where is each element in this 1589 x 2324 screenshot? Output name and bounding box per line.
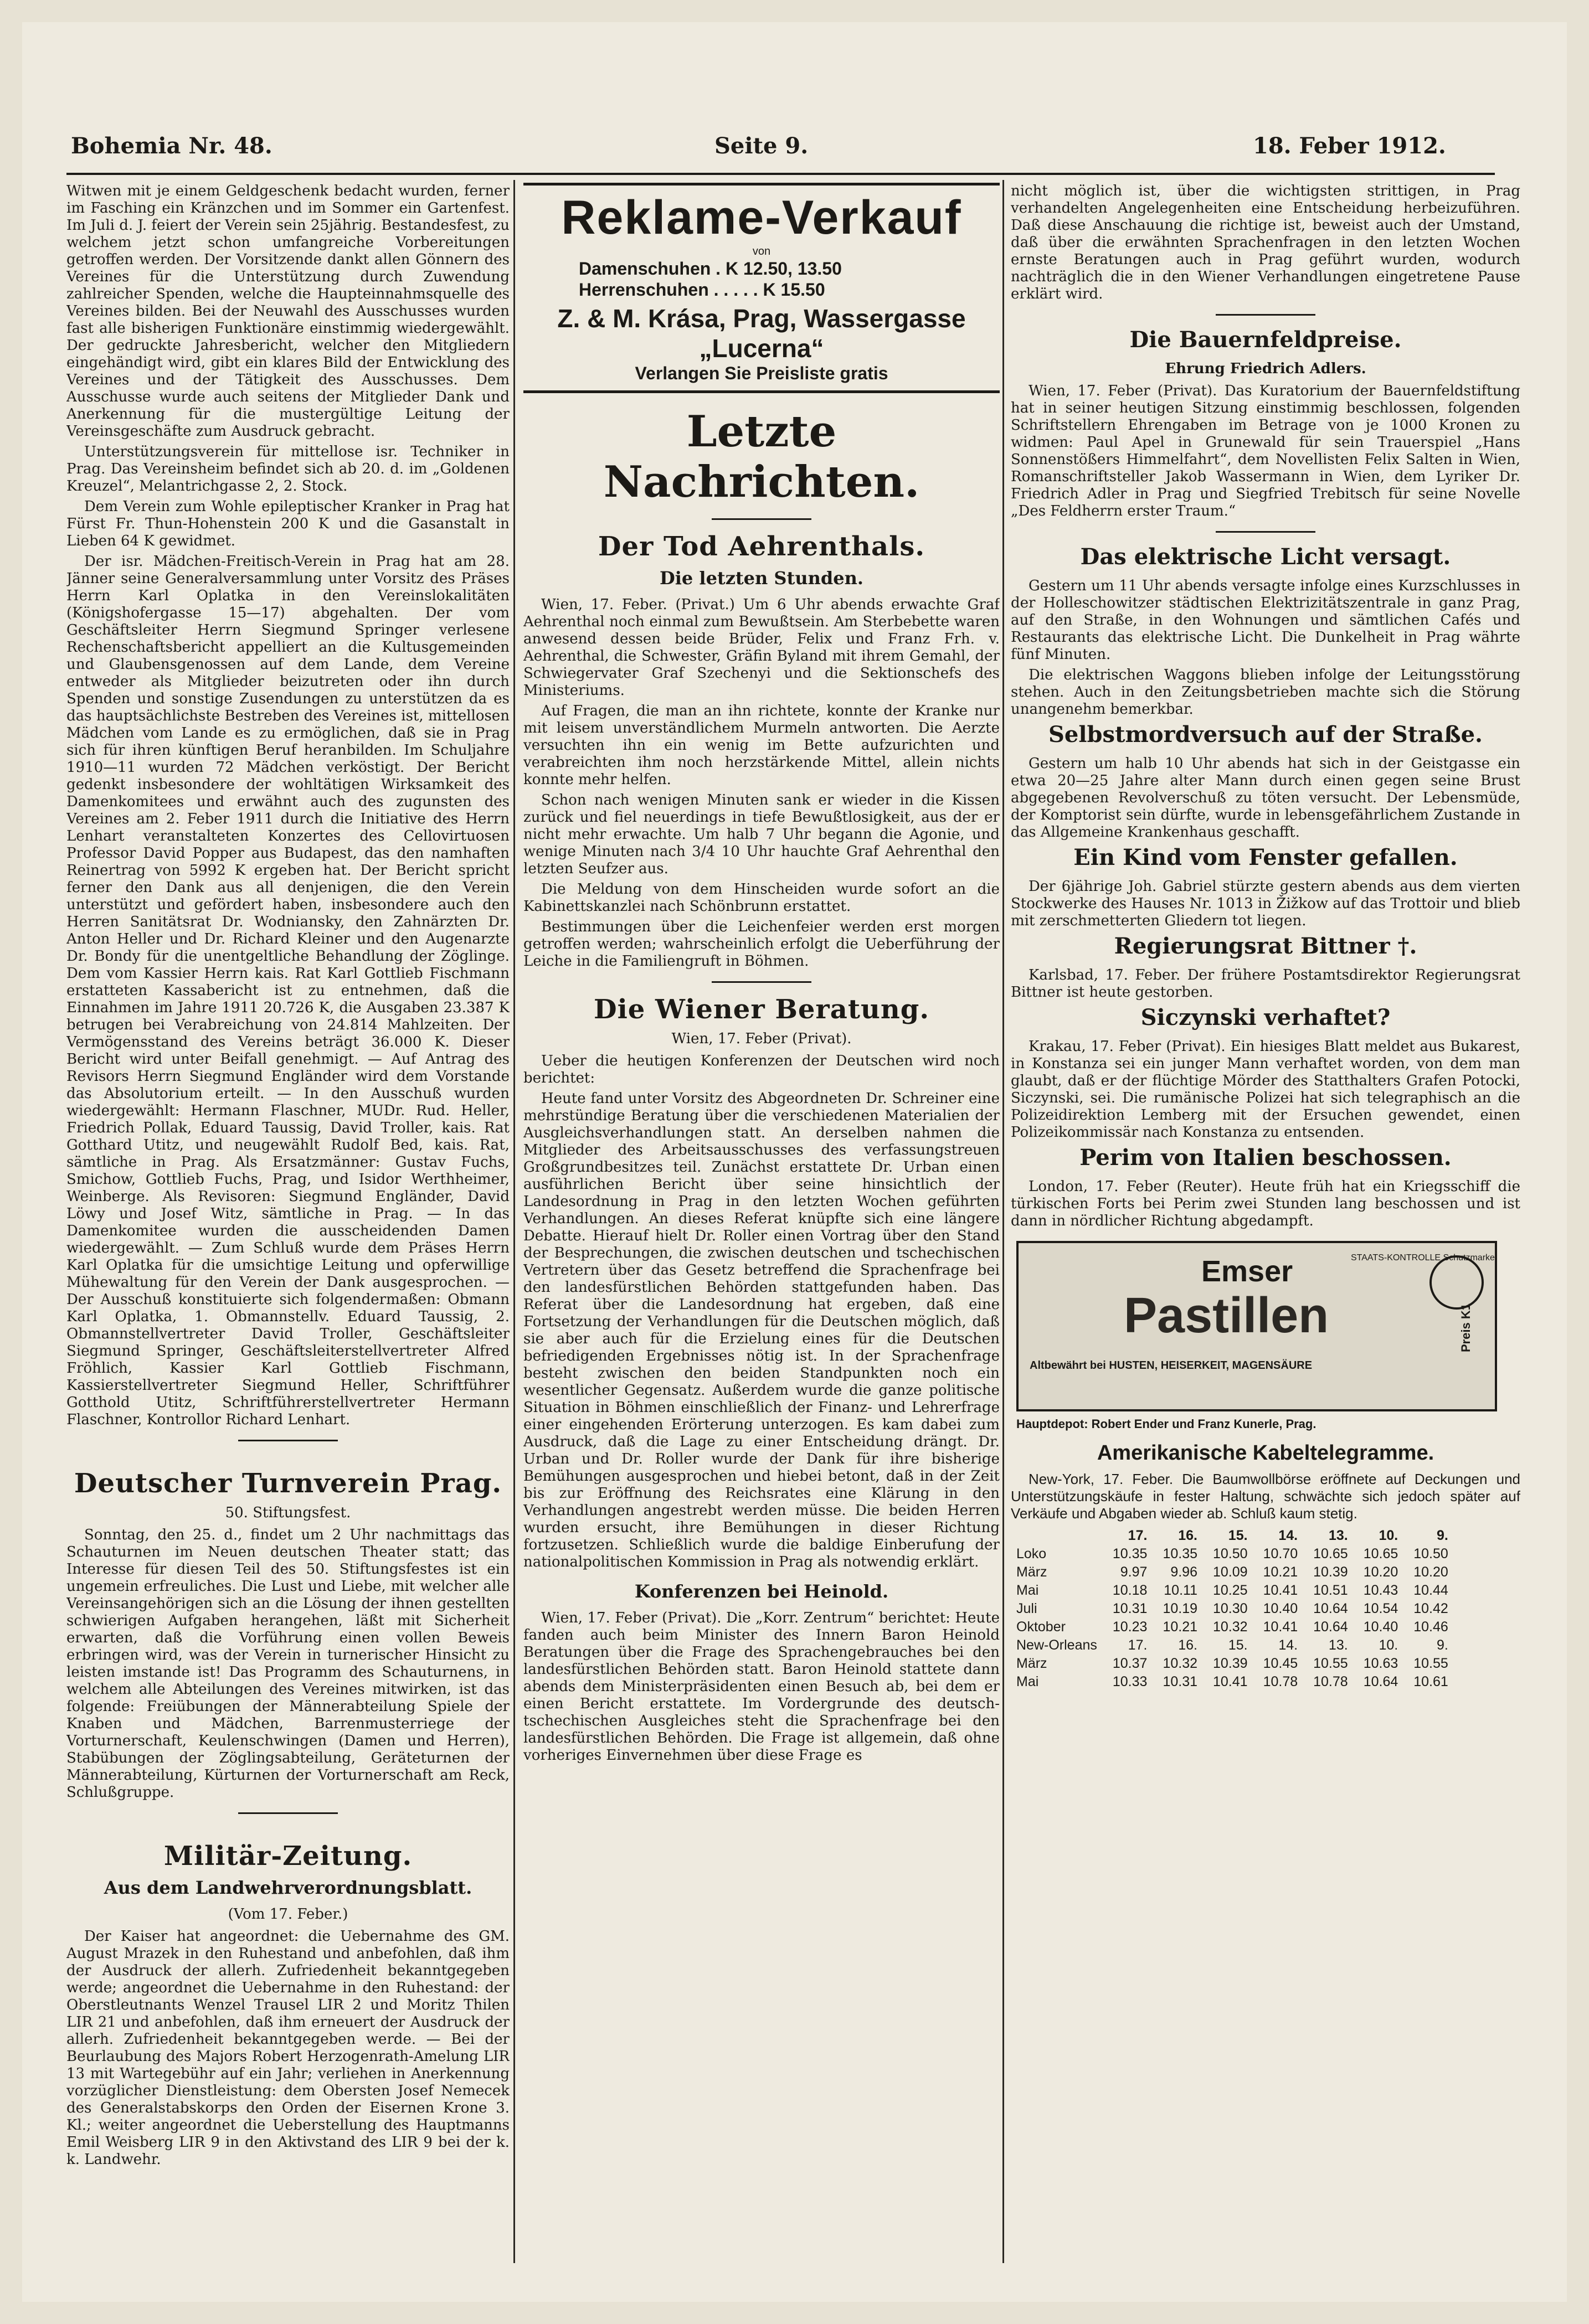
column-3 — [1011, 183, 1520, 2258]
article-paragraph: Wien, 17. Feber (Privat). Die „Korr. Zentrum“ berichtet: Heute fanden auch beim Minister des Innern Baron Heinold Beratungen über die Frage des Sprachengebrauches bei den landesfürstlichen Behörden statt. Baron Heinold stattete dann abends dem Ministerpräsidenten einen Besuch ab, bei dem er einen Bericht erstattete. Im Vordergrunde des deutsch-tschechischen Ausgleiches steht die Sprachenfrage bei den landesfürstlichen Behörden. Die Frage ist allgemein, daß ohne vorheriges Einvernehmen über diese Frage es — [523, 1610, 1000, 1764]
issue-date: 18. Feber 1912. — [1253, 133, 1446, 159]
table-cell: 10.61 — [1413, 1674, 1448, 1689]
separator-rule — [1216, 531, 1315, 533]
article-paragraph: Bestimmungen über die Leichenfeier werden erst morgen getroffen werden; wahrscheinlich erfolgt die Ueberführung der Leiche in die Familiengruft in Böhmen. — [523, 919, 1000, 970]
seal-icon — [1429, 1255, 1484, 1310]
table-cell: 10.55 — [1313, 1656, 1348, 1671]
cotton-price-table — [1016, 1527, 1456, 1691]
column-divider — [513, 180, 515, 2263]
article-paragraph: Der Kaiser hat angeordnet: die Uebernahme des GM. August Mrazek in den Ruhestand und anbefohlen, daß ihm der Ausdruck der allerh. Zufriedenheit bekanntgegeben werde; angeordnet die Uebernahme in den Ruhestand: der Oberstleutnants Wenzel Trausel LIR 2 und Moritz Thilen LIR 21 und anbefohlen, daß ihm erneuert der Ausdruck der allerh. Zufriedenheit bekanntgegeben werde. — Bei der Beurlaubung des Majors Robert Herzogenrath-Amelung LIR 13 mit Wartegebühr auf ein Jahr; verliehen in Anerkennung vorzüglicher Dienstleistung: dem Obersten Josef Nemecek des Generalstabskorps den Orden der Eisernen Krone 3. Kl.; weiter angeordnet die Ueberstellung des Hauptmanns Emil Weisberg LIR 9 in den Aktivstand des LIR 9 bei der k. k. Landwehr. — [66, 1928, 510, 2168]
headline-text: Regierungsrat Bittner — [1114, 933, 1390, 959]
table-row — [1016, 1545, 1456, 1563]
table-row — [1016, 1655, 1456, 1673]
table-header-cell: 15. — [1228, 1528, 1248, 1543]
ad-price-line: Damenschuhen . K 12.50, 13.50 — [579, 259, 842, 279]
table-cell: 10.11 — [1164, 1583, 1197, 1598]
table-row — [1016, 1636, 1456, 1655]
table-cell: 10.65 — [1313, 1546, 1348, 1562]
dagger-symbol: †. — [1397, 933, 1417, 959]
table-cell: 10.21 — [1263, 1564, 1298, 1580]
article-paragraph: New-York, 17. Feber. Die Baumwollbörse eröffnete auf Deckungen und Unterstützungskäufe in fester Haltung, schwächte sich jedoch später auf Verkäufe und Abgaben wieder ab. Schluß kaum stetig. — [1011, 1471, 1520, 1522]
header-rule — [66, 173, 1495, 175]
ad-title: Reklame-Verkauf — [561, 191, 962, 244]
table-cell: 10.33 — [1112, 1674, 1148, 1689]
table-cell: 10.43 — [1363, 1583, 1398, 1598]
table-cell: 10.70 — [1263, 1546, 1298, 1562]
article-paragraph: Dem Verein zum Wohle epileptischer Kranker in Prag hat Fürst Fr. Thun-Hohenstein 200 K und die Gasanstalt in Lieben 64 K gewidmet. — [66, 498, 510, 549]
article-headline: Amerikanische Kabeltelegramme. — [1097, 1441, 1434, 1465]
table-header-cell: 10. — [1379, 1528, 1398, 1543]
table-cell: 10.39 — [1313, 1564, 1348, 1580]
section-title: Militär-Zeitung. — [163, 1841, 413, 1872]
section-title: Deutscher Turnverein Prag. — [74, 1468, 502, 1499]
table-cell: 9.97 — [1120, 1564, 1148, 1580]
article-paragraph: Der 6jährige Joh. Gabriel stürzte gestern abends aus dem vierten Stockwerke des Hauses Nr. 1013 in Žižkow auf das Trottoir und blieb mit zerschmetterten Gliedern tot liegen. — [1011, 878, 1520, 929]
article-paragraph: Wien, 17. Feber (Privat). Das Kuratorium der Bauernfeldstiftung hat in seiner heutigen Sitzung einstimmig beschlossen, folgenden Schriftstellern Ehrengaben im Betrage von je 1000 Kronen zu widmen: Paul Apel in Grunewald für sein Trauerspiel „Hans Sonnenstößers Himmelfahrt“, dem Novellisten Felix Salten in Wien, Romanschriftsteller Jakob Wassermann in Wien, dem Lyriker Dr. Friedrich Adler in Prag und Siegfried Trebitsch für seine Novelle „Des Feldherrn erster Traum.“ — [1011, 383, 1520, 519]
table-cell: 17. — [1128, 1637, 1148, 1653]
ad-title: Pastillen — [1124, 1288, 1329, 1343]
table-cell: 10.31 — [1112, 1601, 1148, 1616]
article-headline: Das elektrische Licht versagt. — [1080, 544, 1451, 570]
table-cell: 10.31 — [1163, 1674, 1197, 1689]
article-headline: Selbstmordversuch auf der Straße. — [1048, 722, 1483, 748]
table-cell: 16. — [1178, 1637, 1197, 1653]
table-row — [1016, 1618, 1456, 1636]
table-cell: 10.21 — [1163, 1619, 1197, 1635]
article-paragraph: Schon nach wenigen Minuten sank er wieder in die Kissen zurück und fiel neuerdings in tiefe Bewußtlosigkeit, aus der er nicht mehr erwachte. Um halb 7 Uhr begann die Agonie, und wenige Minuten nach 3/4 10 Uhr hauchte Graf Aehrenthal den letzten Seufzer aus. — [523, 792, 1000, 877]
article-paragraph: Auf Fragen, die man an ihn richtete, konnte der Kranke nur mit leisem unverständlichem Murmeln antworten. Die Aerzte versuchten ihn ein wenig im Bette aufzurichten und verabreichten ihm noch herzstärkende Mittel, allein nichts konnte mehr helfen. — [523, 703, 1000, 788]
table-cell: 10.35 — [1112, 1546, 1148, 1562]
row-label: Oktober — [1016, 1619, 1066, 1635]
table-cell: 10.25 — [1213, 1583, 1248, 1598]
column-2 — [523, 183, 1000, 2258]
article-paragraph: Die Meldung von dem Hinscheiden wurde sofort an die Kabinettskanzlei nach Schönbrunn erstattet. — [523, 881, 1000, 915]
ad-stamp: STAATS-KONTROLLE Schutzmarke — [1351, 1253, 1495, 1263]
table-header-cell: 13. — [1328, 1528, 1348, 1543]
table-cell: 10.63 — [1363, 1656, 1398, 1671]
row-label: Mai — [1016, 1674, 1039, 1689]
table-body — [1016, 1545, 1456, 1691]
article-headline: Konferenzen bei Heinold. — [634, 1581, 889, 1602]
page-number: Seite 9. — [714, 133, 809, 159]
article-subheadline: Ehrung Friedrich Adlers. — [1165, 360, 1366, 377]
article-paragraph: London, 17. Feber (Reuter). Heute früh hat ein Kriegsschiff die türkischen Forts bei Perim zwei Stunden lang beschossen und ist dann in nördlicher Richtung abgedampft. — [1011, 1178, 1520, 1229]
table-cell: 10.41 — [1213, 1674, 1248, 1689]
table-cell: 10.41 — [1263, 1619, 1298, 1635]
table-cell: 10.35 — [1163, 1546, 1197, 1562]
table-cell: 10.23 — [1112, 1619, 1148, 1635]
table-cell: 10.44 — [1413, 1583, 1448, 1598]
table-cell: 10.54 — [1363, 1601, 1398, 1616]
article-paragraph: Der isr. Mädchen-Freitisch-Verein in Prag hat am 28. Jänner seine Generalversammlung unter Vorsitz des Präses Herrn Karl Oplatka in den Vereinslokalitäten (Königshofergasse 15—17) abgehalten. Der vom Geschäftsleiter Herrn Siegmund Springer verlesene Rechenschaftsbericht appelliert an die Kultusgemeinden und Glaubensgenossen auf dem Lande, dem Vereine entweder als Mitglieder beizutreten oder ihn durch Spenden und sonstige Zusendungen zu unterstützen da es das hauptsächlichste Bestreben des Vereines ist, mittellosen Mädchen vom Lande es zu ermöglichen, daß sie in Prag sich für ihren künftigen Beruf heranbilden. Im Schuljahre 1910—11 wurden 72 Mädchen verköstigt. Der Bericht gedenkt insbesondere der wohltätigen Wirksamkeit des Damenkomitees und erwähnt auch des zugunsten des Vereines am 2. Feber 1911 durch die Initiative des Herrn Lenhart veranstalteten Konzertes des Cellovirtuosen Professor David Popper aus Budapest, das den namhaften Reinertrag von 5992 K ergeben hat. Der Bericht spricht ferner den Dank aus all denjenigen, die den Verein unterstützt und gefördert haben, insbesondere auch den Herren Sanitätsrat Dr. Wodniansky, den Zahnärzten Dr. Anton Heller und Dr. Richard Kleiner und den Augenarzte Dr. Bondy für die unentgeltliche Behandlung der Zöglinge. Dem vom Kassier Herrn kais. Rat Karl Gottlieb Fischmann erstatteten Kassabericht ist zu entnehmen, daß die Einnahmen im Jahre 1911 20.726 K, die Ausgaben 23.387 K betrugen bei Verabreichung von 24.814 Mahlzeiten. Der Vermögensstand des Vereins beträgt 36.000 K. Dieser Bericht wird unter Beifall genehmigt. — Auf Antrag des Revisors Herrn Siegmund Engländer wird dem Vorstande das Absolutorium erteilt. — In den Ausschuß wurden wiedergewählt: Hermann Flaschner, MUDr. Rud. Heller, Friedrich Pollak, Eduard Taussig, David Troller, kais. Rat Gotthard Utitz, und neugewählt Rudolf Bed, kais. Rat, sämtliche in Prag. Als Ersatzmänner: Gustav Fuchs, Smichow, Gottlieb Fuchs, Prag, und Isidor Werthheimer, Weinberge. Als Revisoren: Siegmund Engländer, David Löwy und Josef Witz, sämtliche in Prag. — In das Damenkomitee wurden die ausscheidenden Damen wiedergewählt. — Zum Schluß wurde dem Präses Herrn Karl Oplatka für die umsichtige Leitung und opferwillige Mühewaltung für den Verein der Dank ausgesprochen. — Der Ausschuß konstituierte sich folgendermaßen: Obmann Karl Oplatka, 1. Obmannstellv. Eduard Taussig, 2. Obmannstellvertreter David Troller, Geschäftsleiter Siegmund Springer, Geschäftsleiterstellvertreter Alfred Fröhlich, Kassier Karl Gottlieb Fischmann, Kassierstellvertreter Siegmund Heller, Schriftführer Gotthold Utitz, Schriftführerstellvertreter Hermann Flaschner, Kontrollor Richard Lenhart. — [66, 553, 510, 1428]
column-1 — [66, 183, 510, 2258]
table-cell: 10.32 — [1163, 1656, 1197, 1671]
section-title: Letzte Nachrichten. — [603, 406, 920, 507]
issue-number: Bohemia Nr. 48. — [71, 133, 272, 159]
section-subtitle: 50. Stiftungsfest. — [225, 1504, 351, 1521]
article-paragraph: Krakau, 17. Feber (Privat). Ein hiesiges Blatt meldet aus Bukarest, in Konstanza sei ein junger Mann verhaftet worden, von dem man glaubt, daß er der flüchtige Mörder des Statthalters Grafen Potocki, Siczynski, sei. Die rumänische Polizei hat sich telegraphisch an die Polizeidirektion Lemberg mit der Ersuchen gewendet, einen Polizeikommissär nach Konstanza zu entsenden. — [1011, 1038, 1520, 1141]
table-header-cell: 9. — [1436, 1528, 1448, 1543]
article-dateline: Wien, 17. Feber (Privat). — [671, 1030, 852, 1047]
table-cell: 10.39 — [1213, 1656, 1248, 1671]
ad-depot: Hauptdepot: Robert Ender und Franz Kunerle, Prag. — [1016, 1417, 1317, 1431]
table-cell: 14. — [1278, 1637, 1298, 1653]
article-headline: Die Wiener Beratung. — [593, 994, 930, 1025]
separator-rule — [1216, 314, 1315, 316]
table-cell: 13. — [1328, 1637, 1348, 1653]
article-headline: Aus dem Landwehrverordnungsblatt. — [104, 1877, 472, 1898]
table-cell: 10.64 — [1313, 1619, 1348, 1635]
table-cell: 10.78 — [1263, 1674, 1298, 1689]
article-headline — [1011, 933, 1520, 959]
article-headline: Siczynski verhaftet? — [1140, 1004, 1391, 1030]
table-cell: 15. — [1228, 1637, 1248, 1653]
ad-brand: Emser — [1201, 1255, 1293, 1288]
separator-rule — [712, 518, 811, 520]
article-paragraph: Karlsbad, 17. Feber. Der frühere Postamtsdirektor Regierungsrat Bittner ist heute gestorben. — [1011, 967, 1520, 1001]
table-cell: 10.19 — [1163, 1601, 1197, 1616]
separator-rule — [238, 1440, 338, 1441]
ad-von: von — [752, 245, 771, 257]
pastillen-advertisement — [1016, 1241, 1497, 1411]
row-label: Juli — [1016, 1601, 1037, 1616]
ad-price: Preis K1 — [1458, 1303, 1473, 1353]
table-cell: 10.45 — [1263, 1656, 1298, 1671]
table-row — [1016, 1673, 1456, 1691]
table-cell: 9. — [1436, 1637, 1448, 1653]
article-headline: Die Bauernfeldpreise. — [1129, 327, 1402, 353]
table-row — [1016, 1581, 1456, 1600]
row-label: Mai — [1016, 1583, 1039, 1598]
table-header-row — [1016, 1527, 1456, 1545]
table-cell: 10.65 — [1363, 1546, 1398, 1562]
shoe-advertisement — [523, 183, 1000, 393]
table-cell: 10.40 — [1363, 1619, 1398, 1635]
table-cell: 10.32 — [1213, 1619, 1248, 1635]
article-paragraph: Die elektrischen Waggons blieben infolge der Leitungsstörung stehen. Auch in den Zeitungsbetrieben machte sich die Störung unangenehm bemerkbar. — [1011, 667, 1520, 718]
table-row — [1016, 1600, 1456, 1618]
article-paragraph: Wien, 17. Feber. (Privat.) Um 6 Uhr abends erwachte Graf Aehrenthal noch einmal zum Bewußtsein. Am Sterbebette waren anwesend dessen beide Brüder, Felix und Franz Frh. v. Aehrenthal, die Schwester, Gräfin Byland mit ihrem Gemahl, der Schwiegervater Graf Szechenyi und die Sektionschefs des Ministeriums. — [523, 596, 1000, 699]
article-headline: Perim von Italien beschossen. — [1079, 1145, 1452, 1171]
row-label: März — [1016, 1564, 1047, 1580]
table-cell: 9.96 — [1170, 1564, 1197, 1580]
table-header-cell: 17. — [1128, 1528, 1148, 1543]
newspaper-page — [22, 22, 1567, 2302]
article-paragraph: Gestern um halb 10 Uhr abends hat sich in der Geistgasse ein etwa 20—25 Jahre alter Mann durch einen gegen seine Brust abgegebenen Revolverschuß zu töten versucht. Der Lebensmüde, der Komptorist sein dürfte, wurde in lebensgefährlichem Zustande in das Allgemeine Krankenhaus geschafft. — [1011, 755, 1520, 841]
table-cell: 10.20 — [1363, 1564, 1398, 1580]
row-label: Loko — [1016, 1546, 1047, 1562]
table-cell: 10.30 — [1213, 1601, 1248, 1616]
table-cell: 10.41 — [1263, 1583, 1298, 1598]
table-header-cell: 16. — [1178, 1528, 1197, 1543]
article-date: (Vom 17. Feber.) — [228, 1906, 348, 1923]
table-cell: 10.46 — [1413, 1619, 1448, 1635]
table-cell: 10.37 — [1112, 1656, 1148, 1671]
ad-firm: Z. & M. Krása, Prag, Wassergasse „Lucerna“ — [557, 304, 966, 363]
table-cell: 10.50 — [1413, 1546, 1448, 1562]
table-cell: 10.40 — [1263, 1601, 1298, 1616]
table-cell: 10.42 — [1413, 1601, 1448, 1616]
article-paragraph: nicht möglich ist, über die wichtigsten strittigen, in Prag verhandelten Angelegenheiten eine Entscheidung herbeizuführen. Daß diese Anschauung die richtige ist, beweist auch der Umstand, daß über die erwähnten Sprachenfragen in den letzten Wochen ernste Beratungen auch in Prag geführt wurden, wodurch nachträglich die in den Wiener Verhandlungen eingetretene Pause erklärt wird. — [1011, 183, 1520, 302]
row-label: März — [1016, 1656, 1047, 1671]
row-label: New-Orleans — [1016, 1637, 1097, 1653]
article-headline: Ein Kind vom Fenster gefallen. — [1073, 844, 1458, 870]
table-header-cell — [1016, 1527, 1105, 1545]
article-paragraph: Witwen mit je einem Geldgeschenk bedacht wurden, ferner im Fasching ein Kränzchen und im Sommer ein Gartenfest. Im Juli d. J. feiert der Verein sein 25jährig. Bestandesfest, zu welchem jetzt schon umfangreiche Vorbereitungen getroffen werden. Der Vorsitzende dankt allen Gönnern des Vereines für die Unterstützung durch Zuwendung zahlreicher Spenden, welche die Haupteinnahmsquelle des Vereines bilden. Bei der Neuwahl des Ausschusses wurden fast alle bisherigen Funktionäre einstimmig wiedergewählt. Der gedruckte Jahresbericht, welcher den Mitgliedern eingehändigt wird, gibt ein klares Bild der Entwicklung des Vereines und der Tätigkeit des Ausschusses. Dem Ausschusse wurde auch seitens der Mitglieder Dank und Anerkennung für die mustergültige Leitung der Vereinsgeschäfte zum Ausdruck gebracht. — [66, 183, 510, 440]
article-paragraph: Gestern um 11 Uhr abends versagte infolge eines Kurzschlusses in der Holleschowitzer städtischen Elektrizitätszentrale in ganz Prag, auf den Straße, in den Wohnungen und sämtlichen Cafés und Restaurants das elektrische Licht. Die Dunkelheit in Prag währte fünf Minuten. — [1011, 578, 1520, 663]
separator-rule — [238, 1812, 338, 1814]
article-paragraph: Unterstützungsverein für mittellose isr. Techniker in Prag. Das Vereinsheim befindet sich ab 20. d. im „Goldenen Kreuzel“, Melantrichgasse 2, 2. Stock. — [66, 444, 510, 494]
table-cell: 10. — [1379, 1637, 1398, 1653]
ad-price-line: Herrenschuhen . . . . . K 15.50 — [579, 280, 825, 300]
table-cell: 10.09 — [1213, 1564, 1248, 1580]
article-paragraph: Ueber die heutigen Konferenzen der Deutschen wird noch berichtet: — [523, 1053, 1000, 1086]
ad-call-to-action: Verlangen Sie Preisliste gratis — [635, 363, 888, 383]
article-subheadline: Die letzten Stunden. — [660, 568, 863, 589]
separator-rule — [712, 981, 811, 983]
table-cell: 10.20 — [1413, 1564, 1448, 1580]
column-divider — [1002, 180, 1004, 2263]
table-cell: 10.50 — [1213, 1546, 1248, 1562]
table-cell: 10.51 — [1313, 1583, 1348, 1598]
table-cell: 10.78 — [1313, 1674, 1348, 1689]
ad-tagline: Altbewährt bei HUSTEN, HEISERKEIT, MAGENSÄURE — [1030, 1359, 1313, 1372]
article-paragraph: Heute fand unter Vorsitz des Abgeordneten Dr. Schreiner eine mehrstündige Beratung über die verschiedenen Materialien der Ausgleichsverhandlungen statt. An derselben nahmen die Mitglieder des Arbeitsausschusses des verfassungstreuen Großgrundbesitzes teil. Zunächst erstattete Dr. Urban einen ausführlichen Bericht über seine hinsichtlich der Landesordnung in Prag in den letzten Wochen geführten Verhandlungen. An dieses Referat knüpfte sich eine längere Debatte. Hierauf hielt Dr. Roller einen Vortrag über den Stand der Besprechungen, die zwischen deutschen und tschechischen Vertretern über das Gesetz betreffend die Sprachenfrage bei den landesfürstlichen Behörden stattgefunden haben. Das Referat über die Landesordnung hat ergeben, daß eine Fortsetzung der Verhandlungen für die Deutschen möglich, daß sie aber auch für die Erzielung eines für die Deutschen befriedigenden Ergebnisses nötig ist. In der Sprachenfrage besteht zwischen den beiden Standpunkten noch ein wesentlicher Gegensatz. Außerdem wurde die ganze politische Situation in Böhmen einschließlich der Finanz- und Lehrerfrage einer eingehenden Erörterung unterzogen. Es kam dabei zum Ausdruck, daß die Lage zu einer Entscheidung drängt. Dr. Urban und Dr. Roller wurde der Dank für ihre bisherige Bemühungen ausgesprochen und hiebei betont, daß in der Zeit bis zur Eröffnung des Reichsrates eine Klärung in den Verhandlungen angestrebt werden müsse. Die beiden Herren wurden ersucht, ihre Bemühungen in dieser Richtung fortzusetzen. Schließlich wurde die baldige Einberufung der nationalpolitischen Kommission in Prag als notwendig erklärt. — [523, 1090, 1000, 1570]
table-row — [1016, 1563, 1456, 1581]
table-cell: 10.64 — [1363, 1674, 1398, 1689]
table-header-cell: 14. — [1278, 1528, 1298, 1543]
article-headline: Der Tod Aehrenthals. — [598, 531, 925, 562]
table-cell: 10.55 — [1413, 1656, 1448, 1671]
article-paragraph: Sonntag, den 25. d., findet um 2 Uhr nachmittags das Schauturnen im Neuen deutschen Theater statt; das Interesse für diesen Teil des 50. Stiftungsfestes ist ein ungemein erfreuliches. Die Lust und Liebe, mit welcher alle Vereinsangehörigen sich an die Lösung der ihnen gestellten schwierigen Aufgaben herangehen, läßt mit Sicherheit erwarten, daß die Vorführung einen vollen Beweis erbringen wird, was der Verein in turnerischer Hinsicht zu leisten imstande ist! Das Programm des Schauturnens, in welchem alle Abteilungen des Vereines mitwirken, ist das folgende: Freiübungen der Männerabteilung Spiele der Knaben und Mädchen, Barrenmusterriege der Vorturnerschaft, Keulenschwingen (Damen und Herren), Stabübungen der Zöglingsabteilung, Geräteturnen der Männerabteilung, Kürturnen der Vorturnerschaft am Reck, Schlußgruppe. — [66, 1527, 510, 1801]
table-cell: 10.18 — [1112, 1583, 1148, 1598]
table-cell: 10.64 — [1313, 1601, 1348, 1616]
